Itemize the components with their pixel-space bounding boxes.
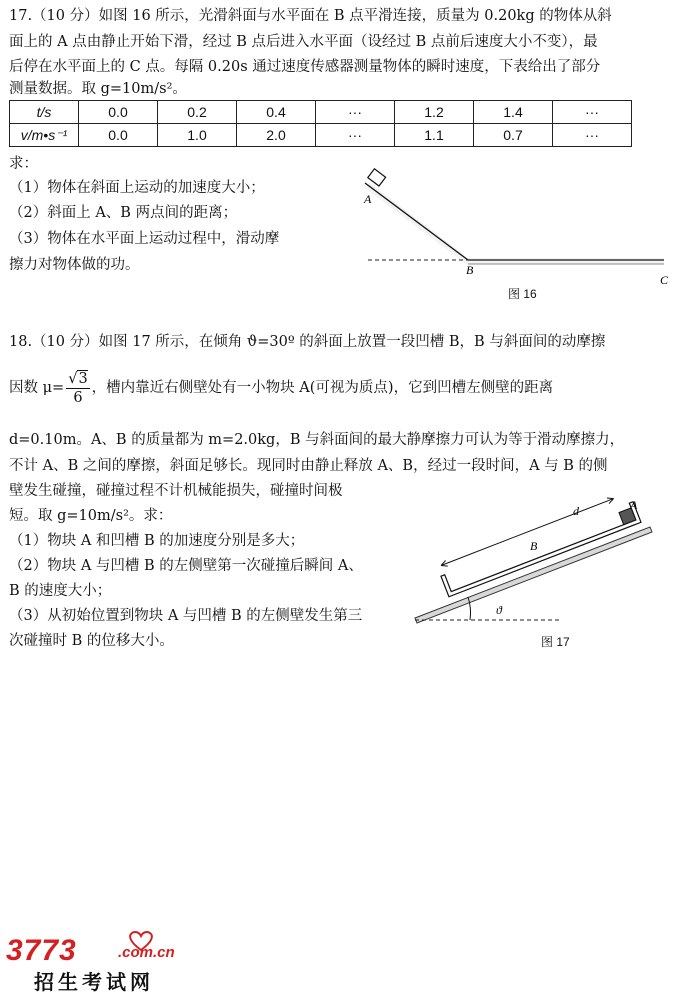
table-row (10, 101, 632, 124)
table-cell: ··· (316, 124, 395, 147)
q17-part3b: 擦力对物体做的功。 (9, 257, 140, 273)
table-cell: ··· (553, 124, 632, 147)
label-d: d (573, 504, 579, 518)
q18-line5: 壁发生碰撞，碰撞过程不计机械能损失，碰撞时间极 (9, 483, 343, 499)
table-cell: 1.0 (158, 124, 237, 147)
figure-17-groove (410, 495, 665, 630)
q18-line4: 不计 A、B 之间的摩擦，斜面足够长。现同时由静止释放 A、B，经过一段时间，A 与 B 的侧 (9, 458, 608, 474)
table-cell: 2.0 (237, 124, 316, 147)
q18-line3: d=0.10m。A、B 的质量都为 m=2.0kg，B 与斜面间的最大静摩擦力可认为等于滑动摩擦力， (9, 432, 625, 448)
table-cell: 0.2 (158, 101, 237, 124)
incline-surface (365, 183, 664, 264)
table-cell: 1.2 (395, 101, 474, 124)
label-a: A (364, 192, 372, 206)
q18-part1: （1）物块 A 和凹槽 B 的加速度分别是多大； (9, 533, 305, 549)
table-cell: v/m•s⁻¹ (10, 124, 79, 147)
label-a: A (630, 498, 638, 512)
figure-16-incline (360, 168, 670, 304)
table-cell: t/s (10, 101, 79, 124)
table-cell: 0.4 (237, 101, 316, 124)
table-row (10, 124, 632, 147)
figure-16-caption: 图 16 (508, 287, 537, 301)
logo-number: 3773 (6, 934, 77, 967)
table-cell: ··· (316, 101, 395, 124)
q17-line3: 后停在水平面上的 C 点。每隔 0.20s 通过速度传感器测量物体的瞬时速度，下表给出了部分 (9, 59, 601, 75)
measurement-table (9, 100, 632, 147)
q18-part3a: （3）从初始位置到物块 A 与凹槽 B 的左侧壁发生第三 (9, 608, 363, 624)
figure-17-caption: 图 17 (541, 635, 570, 649)
incline-line (365, 183, 468, 260)
logo-subtitle: 招生考试网 (34, 970, 154, 994)
q18-part3b: 次碰撞时 B 的位移大小。 (9, 633, 174, 649)
heart-icon (126, 930, 156, 952)
table-cell: 1.1 (395, 124, 474, 147)
q18-part2b: B 的速度大小； (9, 583, 112, 599)
q17-line4: 测量数据。取 g=10m/s²。 (9, 81, 187, 97)
table-cell: 0.0 (79, 101, 158, 124)
q18-line2 (9, 368, 553, 408)
q17-line1: 17.（10 分）如图 16 所示，光滑斜面与水平面在 B 点平滑连接，质量为 0.20kg 的物体从斜 (9, 8, 612, 24)
table-cell: 1.4 (474, 101, 553, 124)
label-b: B (466, 263, 474, 277)
q18-mu-prefix: 因数 μ= (9, 380, 65, 396)
frac-numerator: 3 (78, 370, 88, 387)
label-theta: ϑ (496, 603, 502, 617)
q18-line1: 18.（10 分）如图 17 所示，在倾角 ϑ=30º 的斜面上放置一段凹槽 B，B 与斜面间的动摩擦 (9, 334, 606, 350)
q18-line6: 短。取 g=10m/s²。求： (9, 508, 173, 524)
q17-ask: 求： (9, 156, 38, 172)
table-cell: 0.7 (474, 124, 553, 147)
mu-fraction: $\frac{√3}{6}$ (68, 370, 88, 406)
frac-denominator: 6 (73, 389, 83, 406)
q18-part2a: （2）物块 A 与凹槽 B 的左侧壁第一次碰撞后瞬间 A、 (9, 558, 363, 574)
q18-line2-rest: ，槽内靠近右侧壁处有一小物块 A(可视为质点)，它到凹槽左侧壁的距离 (91, 380, 554, 396)
label-b: B (530, 539, 538, 553)
q17-part1: （1）物体在斜面上运动的加速度大小； (9, 180, 265, 196)
table-cell: 0.0 (79, 124, 158, 147)
q17-part3a: （3）物体在水平面上运动过程中，滑动摩 (9, 231, 280, 247)
label-c: C (660, 273, 669, 287)
logo-domain: .com.cn (118, 944, 175, 961)
q17-line2: 面上的 A 点由静止开始下滑，经过 B 点后进入水平面（设经过 B 点前后速度大小不变），最 (9, 34, 598, 50)
q17-part2: （2）斜面上 A、B 两点间的距离； (9, 205, 238, 221)
table-cell: ··· (553, 101, 632, 124)
